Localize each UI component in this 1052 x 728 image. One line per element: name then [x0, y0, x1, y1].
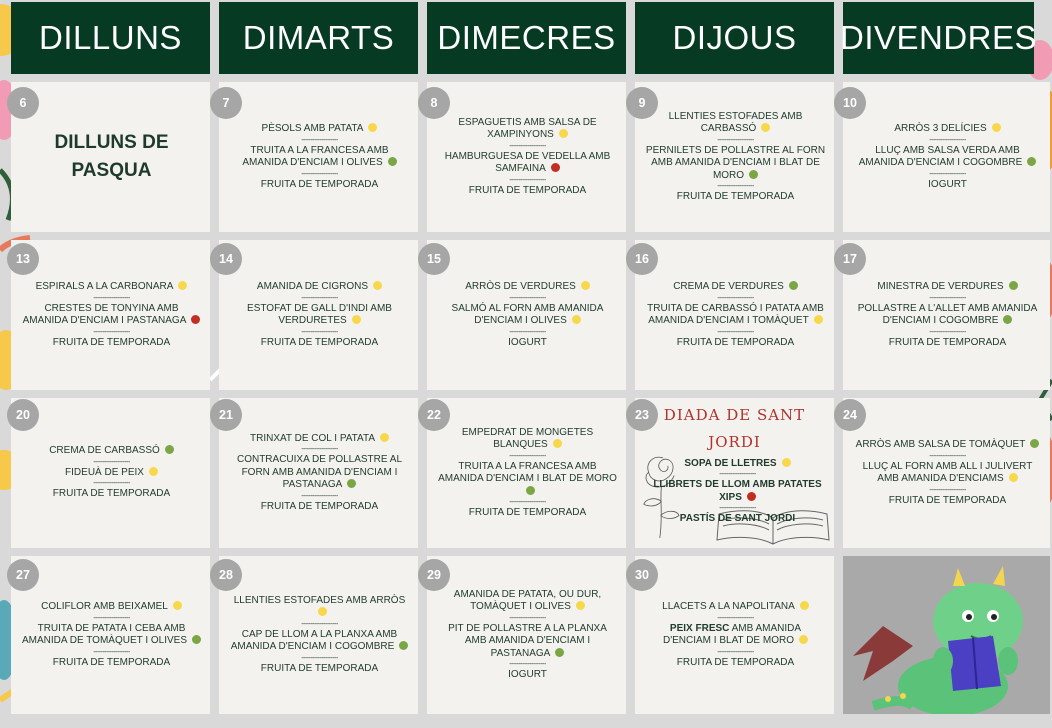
daily-menu — [853, 240, 1042, 390]
day-cell — [843, 240, 1050, 390]
yellow-dot-icon — [559, 129, 568, 138]
menu-item: ARRÒS 3 DELÍCIES — [894, 123, 1000, 136]
menu-item: ESTOFAT DE GALL D'INDI AMB VERDURETES — [247, 302, 392, 326]
green-dot-icon — [789, 281, 798, 290]
menu-item: FRUITA DE TEMPORADA — [676, 336, 795, 348]
yellow-dot-icon — [761, 123, 770, 132]
day-header-tuesday: DIMARTS — [219, 2, 418, 74]
yellow-dot-icon — [173, 601, 182, 610]
menu-item: HAMBURGUESA DE VEDELLA AMB SAMFAINA — [444, 150, 611, 175]
yellow-dot-icon — [352, 315, 361, 324]
green-dot-icon — [165, 445, 174, 454]
separator: -------------------- — [717, 136, 754, 144]
daily-menu — [853, 82, 1042, 232]
menu-item: IOGURT — [508, 669, 547, 680]
separator: -------------------- — [717, 328, 754, 336]
daily-menu — [229, 556, 410, 714]
day-cell — [635, 82, 834, 232]
day-number: 10 — [834, 87, 866, 119]
menu-item: PÈSOLS AMB PATATA — [262, 123, 378, 136]
menu-item: LLENTIES ESTOFADES AMB ARRÒS — [229, 595, 410, 620]
menu-item: PEIX FRESC AMB AMANIDA D'ENCIAM I BLAT DE MORO — [645, 623, 826, 648]
yellow-dot-icon — [380, 433, 389, 442]
day-cell — [843, 398, 1050, 548]
daily-menu — [21, 240, 202, 390]
menu-item: FRUITA DE TEMPORADA — [468, 184, 587, 196]
separator: -------------------- — [929, 452, 966, 460]
day-cell — [11, 82, 210, 232]
daily-menu — [437, 556, 618, 714]
menu-item: LLACETS A LA NAPOLITANA — [662, 601, 809, 614]
menu-item: ESPIRALS A LA CARBONARA — [36, 281, 188, 294]
yellow-dot-icon — [799, 635, 808, 644]
yellow-dot-icon — [572, 315, 581, 324]
dragon-reading-icon — [843, 556, 1050, 714]
menu-item: AMANIDA DE CIGRONS — [257, 281, 382, 294]
menu-item: CAP DE LLOM A LA PLANXA AMB AMANIDA D'ENCIAM I COGOMBRE — [229, 629, 410, 654]
menu-item: ESPAGUETIS AMB SALSA DE XAMPINYONS — [458, 116, 597, 141]
day-number: 6 — [7, 87, 39, 119]
green-dot-icon — [347, 479, 356, 488]
separator: -------------------- — [301, 492, 338, 500]
day-number: 8 — [418, 87, 450, 119]
separator: -------------------- — [93, 614, 130, 622]
yellow-dot-icon — [553, 439, 562, 448]
menu-item: FRUITA DE TEMPORADA — [52, 656, 171, 668]
day-cell — [427, 556, 626, 714]
menu-item: FIDEUÀ DE PEIX — [65, 467, 158, 480]
day-number: 7 — [210, 87, 242, 119]
menu-item: CREMA DE CARBASSÓ — [49, 445, 174, 458]
day-cell — [427, 398, 626, 548]
day-number: 13 — [7, 243, 39, 275]
day-number: 21 — [210, 399, 242, 431]
menu-item: TRINXAT DE COL I PATATA — [250, 433, 389, 446]
green-dot-icon — [526, 486, 535, 495]
daily-menu — [437, 82, 618, 232]
holiday-label: PASQUA — [71, 160, 152, 181]
yellow-dot-icon — [1009, 473, 1018, 482]
green-dot-icon — [1003, 315, 1012, 324]
daily-menu — [645, 240, 826, 390]
day-cell — [11, 556, 210, 714]
day-header-wednesday: DIMECRES — [427, 2, 626, 74]
menu-item: CRESTES DE TONYINA AMB AMANIDA D'ENCIAM I PASTANAGA — [21, 303, 202, 328]
separator: -------------------- — [929, 136, 966, 144]
separator: -------------------- — [93, 328, 130, 336]
yellow-dot-icon — [368, 123, 377, 132]
menu-item: IOGURT — [928, 178, 967, 190]
menu-item: ARRÒS AMB SALSA DE TOMÀQUET — [856, 439, 1040, 452]
menu-item: PIT DE POLLASTRE A LA PLANXA AMB AMANIDA D'ENCIAM I PASTANAGA — [448, 622, 607, 659]
yellow-dot-icon — [373, 281, 382, 290]
day-cell — [635, 398, 834, 548]
menu-item: FRUITA DE TEMPORADA — [260, 178, 379, 190]
separator: -------------------- — [509, 452, 546, 460]
day-cell — [11, 240, 210, 390]
separator: -------------------- — [301, 294, 338, 302]
day-number: 23 — [626, 399, 658, 431]
menu-item: FRUITA DE TEMPORADA — [260, 336, 379, 348]
daily-menu — [853, 398, 1042, 548]
separator: -------------------- — [93, 480, 130, 488]
red-dot-icon — [747, 492, 756, 501]
green-dot-icon — [388, 157, 397, 166]
separator: -------------------- — [301, 328, 338, 336]
menu-item: CONTRACUIXA DE POLLASTRE AL FORN AMB AMANIDA D'ENCIAM I PASTANAGA — [236, 454, 403, 491]
separator: -------------------- — [717, 294, 754, 302]
dragon-illustration — [843, 556, 1050, 714]
menu-item: FRUITA DE TEMPORADA — [676, 191, 795, 202]
daily-menu — [229, 398, 410, 548]
menu-item: EMPEDRAT DE MONGETES BLANQUES — [461, 426, 594, 450]
day-number: 28 — [210, 559, 242, 591]
green-dot-icon — [1009, 281, 1018, 290]
menu-item: AMANIDA DE PATATA, OU DUR, TOMÀQUET I OLIVES — [453, 588, 602, 612]
menu-item: TRUITA DE PATATA I CEBA AMB AMANIDA DE TOMÀQUET I OLIVES — [21, 623, 202, 648]
day-cell — [219, 556, 418, 714]
daily-menu — [645, 556, 826, 714]
daily-menu — [649, 453, 826, 530]
menu-item: MINESTRA DE VERDURES — [877, 281, 1017, 294]
separator: -------------------- — [717, 648, 754, 656]
daily-menu — [21, 398, 202, 548]
separator: -------------------- — [509, 294, 546, 302]
day-header-thursday: DIJOUS — [635, 2, 834, 74]
day-number: 17 — [834, 243, 866, 275]
separator: -------------------- — [301, 170, 338, 178]
day-number: 22 — [418, 399, 450, 431]
daily-menu — [21, 82, 202, 232]
separator: -------------------- — [719, 471, 756, 478]
yellow-dot-icon — [581, 281, 590, 290]
day-cell — [635, 240, 834, 390]
separator: -------------------- — [509, 176, 546, 184]
yellow-dot-icon — [992, 123, 1001, 132]
separator: -------------------- — [301, 620, 338, 628]
menu-item: TRUITA DE CARBASSÓ I PATATA AMB AMANIDA D'ENCIAM I TOMÀQUET — [647, 302, 824, 326]
green-dot-icon — [192, 635, 201, 644]
menu-item: LLUÇ AMB SALSA VERDA AMB AMANIDA D'ENCIAM I COGOMBRE — [853, 145, 1042, 170]
separator: -------------------- — [719, 505, 756, 512]
day-cell — [219, 240, 418, 390]
daily-menu — [21, 556, 202, 714]
separator: -------------------- — [509, 142, 546, 150]
separator: -------------------- — [717, 183, 754, 190]
sant-jordi-title: DIADA DE SANT JORDI — [663, 406, 806, 451]
separator: -------------------- — [717, 614, 754, 622]
separator: -------------------- — [301, 446, 338, 454]
menu-item: SOPA DE LLETRES — [684, 458, 790, 471]
day-cell — [427, 82, 626, 232]
menu-item: FRUITA DE TEMPORADA — [676, 656, 795, 668]
separator: -------------------- — [929, 328, 966, 336]
day-number: 24 — [834, 399, 866, 431]
day-number: 27 — [7, 559, 39, 591]
yellow-dot-icon — [814, 315, 823, 324]
menu-item: FRUITA DE TEMPORADA — [888, 494, 1007, 506]
day-cell — [219, 398, 418, 548]
menu-item: LLIBRETS DE LLOM AMB PATATES XIPS — [653, 479, 822, 503]
separator: -------------------- — [301, 136, 338, 144]
menu-item: PASTÍS DE SANT JORDI — [679, 513, 796, 524]
menu-item: SALMÓ AL FORN AMB AMANIDA D'ENCIAM I OLIVES — [451, 302, 604, 326]
separator: -------------------- — [509, 661, 546, 668]
red-dot-icon — [551, 163, 560, 172]
menu-item: FRUITA DE TEMPORADA — [52, 488, 171, 500]
menu-item: COLIFLOR AMB BEIXAMEL — [41, 601, 182, 614]
menu-item: FRUITA DE TEMPORADA — [260, 500, 379, 512]
separator: -------------------- — [509, 328, 546, 336]
green-dot-icon — [555, 648, 564, 657]
menu-item: FRUITA DE TEMPORADA — [52, 336, 171, 348]
menu-item: IOGURT — [508, 336, 547, 348]
yellow-dot-icon — [149, 467, 158, 476]
day-cell — [843, 82, 1050, 232]
day-number: 15 — [418, 243, 450, 275]
daily-menu — [437, 240, 618, 390]
green-dot-icon — [1027, 157, 1036, 166]
daily-menu — [645, 82, 826, 232]
day-cell — [427, 240, 626, 390]
day-number: 9 — [626, 87, 658, 119]
daily-menu — [437, 398, 618, 548]
separator: -------------------- — [929, 294, 966, 302]
menu-item: FRUITA DE TEMPORADA — [260, 662, 379, 674]
daily-menu — [229, 240, 410, 390]
daily-menu — [229, 82, 410, 232]
green-dot-icon — [399, 641, 408, 650]
day-cell — [11, 398, 210, 548]
day-number: 20 — [7, 399, 39, 431]
menu-item: ARRÒS DE VERDURES — [465, 281, 590, 294]
separator: -------------------- — [93, 294, 130, 302]
menu-item: TRUITA A LA FRANCESA AMB AMANIDA D'ENCIAM I OLIVES — [229, 145, 410, 170]
holiday-label: DILLUNS DE — [54, 132, 169, 153]
red-dot-icon — [191, 315, 200, 324]
day-cell — [219, 82, 418, 232]
separator: -------------------- — [93, 648, 130, 656]
menu-item: FRUITA DE TEMPORADA — [888, 336, 1007, 348]
separator: -------------------- — [509, 499, 546, 506]
menu-item: LLENTIES ESTOFADES AMB CARBASSÓ — [668, 110, 803, 134]
separator: -------------------- — [509, 614, 546, 622]
yellow-dot-icon — [318, 607, 327, 616]
separator: -------------------- — [929, 170, 966, 178]
day-header-friday: DIVENDRES — [843, 2, 1034, 74]
menu-item: POLLASTRE A L'ALLET AMB AMANIDA D'ENCIAM I COGOMBRE — [857, 302, 1038, 326]
separator: -------------------- — [93, 458, 130, 466]
day-number: 14 — [210, 243, 242, 275]
day-number: 29 — [418, 559, 450, 591]
day-number: 30 — [626, 559, 658, 591]
yellow-dot-icon — [178, 281, 187, 290]
day-number: 16 — [626, 243, 658, 275]
yellow-dot-icon — [800, 601, 809, 610]
separator: -------------------- — [301, 654, 338, 662]
separator: -------------------- — [929, 486, 966, 494]
menu-item: LLUÇ AL FORN AMB ALL I JULIVERT AMB AMANIDA D'ENCIAMS — [862, 460, 1033, 484]
menu-item: CREMA DE VERDURES — [673, 281, 798, 294]
menu-item: TRUITA A LA FRANCESA AMB AMANIDA D'ENCIAM I BLAT DE MORO — [437, 461, 618, 499]
green-dot-icon — [749, 170, 758, 179]
day-cell — [635, 556, 834, 714]
yellow-dot-icon — [782, 458, 791, 467]
day-header-monday: DILLUNS — [11, 2, 210, 74]
menu-item: PERNILETS DE POLLASTRE AL FORN AMB AMANIDA D'ENCIAM I BLAT DE MORO — [645, 144, 826, 181]
yellow-dot-icon — [576, 601, 585, 610]
menu-item: FRUITA DE TEMPORADA — [468, 507, 587, 518]
green-dot-icon — [1030, 439, 1039, 448]
